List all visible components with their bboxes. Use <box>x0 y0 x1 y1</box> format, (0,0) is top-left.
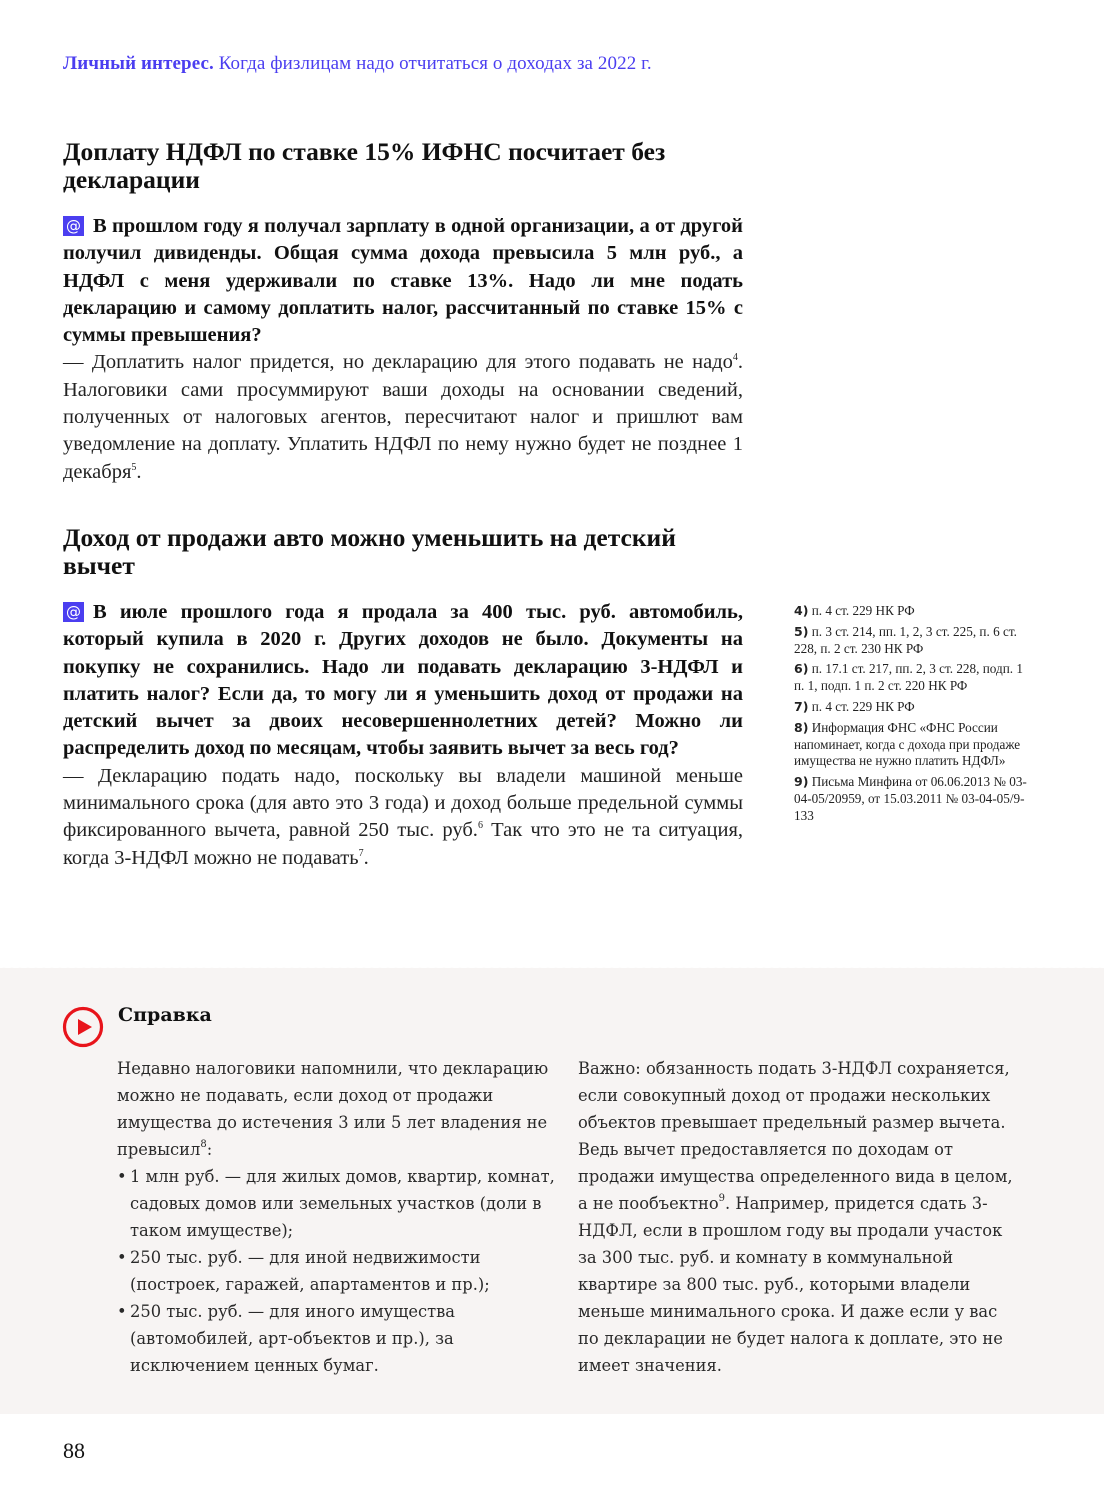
article-title: Доход от продажи авто можно уменьшить на детский вычет <box>63 522 676 580</box>
footnote-text: п. 3 ст. 214, пп. 1, 2, 3 ст. 225, п. 6 ст. 228, п. 2 ст. 230 НК РФ <box>794 623 1017 656</box>
list-item: • 1 млн руб. — для жилых домов, квартир, комнат, садовых домов или земельных участков (доли в таком имуществе); <box>117 1163 557 1244</box>
question <box>63 213 743 349</box>
article-2 <box>63 524 743 872</box>
question-text: В июле прошлого года я продала за 400 тыс. руб. автомобиль, который купила в 2020 г. Других доходов не было. Документы на покупку не сохранились. Надо ли подавать декларацию 3-НДФЛ и платить налог? Если да, то могу ли я уменьшить доход от продажи на детский вычет за двоих несовершеннолетних детей? Можно ли распределить доход по месяцам, чтобы заявить вычет за весь год? <box>63 600 743 760</box>
reference-right-column <box>578 1055 1018 1379</box>
answer-text: — Доплатить налог придется, но декларацию для этого подавать не надо <box>63 351 733 374</box>
footnote-number: 9) <box>794 774 809 790</box>
running-head-section: Личный интерес. <box>63 53 214 74</box>
running-head-title: Когда физлицам надо отчитаться о доходах за 2022 г. <box>213 53 652 74</box>
footnote <box>794 624 1034 658</box>
answer-text: . <box>363 846 369 869</box>
footnote-number: 8) <box>794 719 809 735</box>
footnote-ref[interactable]: 7 <box>358 847 364 859</box>
footnote-text: Информация ФНС «ФНС России напоминает, когда с дохода при продаже имущества не нужно платить НДФЛ» <box>794 719 1021 769</box>
reference-note-text: . Например, придется сдать 3-НДФЛ, если в прошлом году вы продали участок за 300 тыс. руб. и комнату в коммунальной квартире за 800 тыс. руб., которыми владели меньше минимального срока. И даже если у вас по декларации не будет налога к доплате, это не имеет значения. <box>578 1194 1003 1375</box>
play-circle-icon <box>62 1006 104 1048</box>
footnote-text: п. 4 ст. 229 НК РФ <box>808 698 915 714</box>
footnote-number: 6) <box>794 661 809 677</box>
main-column <box>63 138 743 872</box>
at-sign-icon: @ <box>63 216 84 236</box>
footnote-number: 4) <box>794 603 809 618</box>
footnote-text: п. 4 ст. 229 НК РФ <box>808 603 915 618</box>
footnote-number: 5) <box>794 623 809 639</box>
reference-note-text: Важно: обязанность подать 3-НДФЛ сохраняется, если совокупный доход от продажи нескольких объектов превышает предельный размер вычета. Ведь вычет предоставляется по доходам от продажи имущества определенного вида в целом, а не пообъектно <box>578 1059 1013 1213</box>
answer-text: Так что это не та ситуация, когда 3-НДФЛ можно не подавать <box>63 819 743 869</box>
list-item: • 250 тыс. руб. — для иного имущества (автомобилей, арт-объектов и пр.), за исключением ценных бумаг. <box>117 1298 557 1379</box>
answer-text: — Декларацию подать надо, поскольку вы владели машиной меньше минимального срока (для авто это 3 года) и доход больше предельной суммы фиксированного вычета, равной 250 тыс. руб. <box>63 764 743 842</box>
footnote <box>794 661 1034 695</box>
answer <box>63 349 743 485</box>
footnote-ref[interactable]: 4 <box>732 352 738 364</box>
answer-text: . Налоговики сами просуммируют ваши доходы на основании сведений, полученных от налоговых агентов, пересчитают налог и пришлют вам уведомление на доплату. Уплатить НДФЛ по нему нужно будет не позднее 1 декабря <box>63 351 743 483</box>
reference-intro-text: Недавно налоговики напомнили, что декларацию можно не подавать, если доход от продажи имущества до истечения 3 или 5 лет владения не превысил <box>117 1059 549 1159</box>
footnote-text: Письма Минфина от 06.06.2013 № 03-04-05/20959, от 15.03.2011 № 03-04-05/9-133 <box>794 774 1027 823</box>
footnotes <box>794 603 1034 829</box>
footnote-ref[interactable]: 8 <box>200 1139 207 1150</box>
question-text: В прошлом году я получал зарплату в одной организации, а от другой получил дивиденды. Общая сумма дохода превысила 5 млн руб., а НДФЛ с меня удерживали по ставке 13%. Надо ли мне подать декларацию и самому доплатить налог, рассчитанный по ставке 15% с суммы превышения? <box>63 215 743 347</box>
running-head <box>63 53 652 75</box>
reference-box <box>0 968 1104 1414</box>
answer-text: . <box>136 460 142 483</box>
footnote-number: 7) <box>794 698 809 714</box>
footnote-ref[interactable]: 9 <box>718 1193 726 1204</box>
reference-left-column <box>117 1055 557 1379</box>
article-title: Доплату НДФЛ по ставке 15% ИФНС посчитает без декларации <box>63 137 666 194</box>
footnote-ref[interactable]: 5 <box>131 461 137 473</box>
footnote <box>794 699 1034 716</box>
footnote-text: п. 17.1 ст. 217, пп. 2, 3 ст. 228, подп. 1 п. 1, подп. 1 п. 2 ст. 220 НК РФ <box>794 661 1023 694</box>
reference-note <box>578 1055 1018 1379</box>
reference-intro-end: : <box>206 1140 213 1159</box>
question <box>63 599 743 763</box>
footnote <box>794 720 1034 770</box>
article-1 <box>63 138 743 486</box>
reference-title: Справка <box>118 1004 212 1026</box>
page-number: 88 <box>63 1438 85 1463</box>
answer <box>63 763 743 872</box>
list-item: • 250 тыс. руб. — для иной недвижимости (построек, гаражей, апартаментов и пр.); <box>117 1244 557 1298</box>
footnote <box>794 774 1034 824</box>
footnote <box>794 603 1034 620</box>
footnote-ref[interactable]: 6 <box>477 820 483 832</box>
at-sign-icon: @ <box>63 602 84 622</box>
reference-intro <box>117 1055 557 1163</box>
reference-list <box>117 1163 557 1379</box>
